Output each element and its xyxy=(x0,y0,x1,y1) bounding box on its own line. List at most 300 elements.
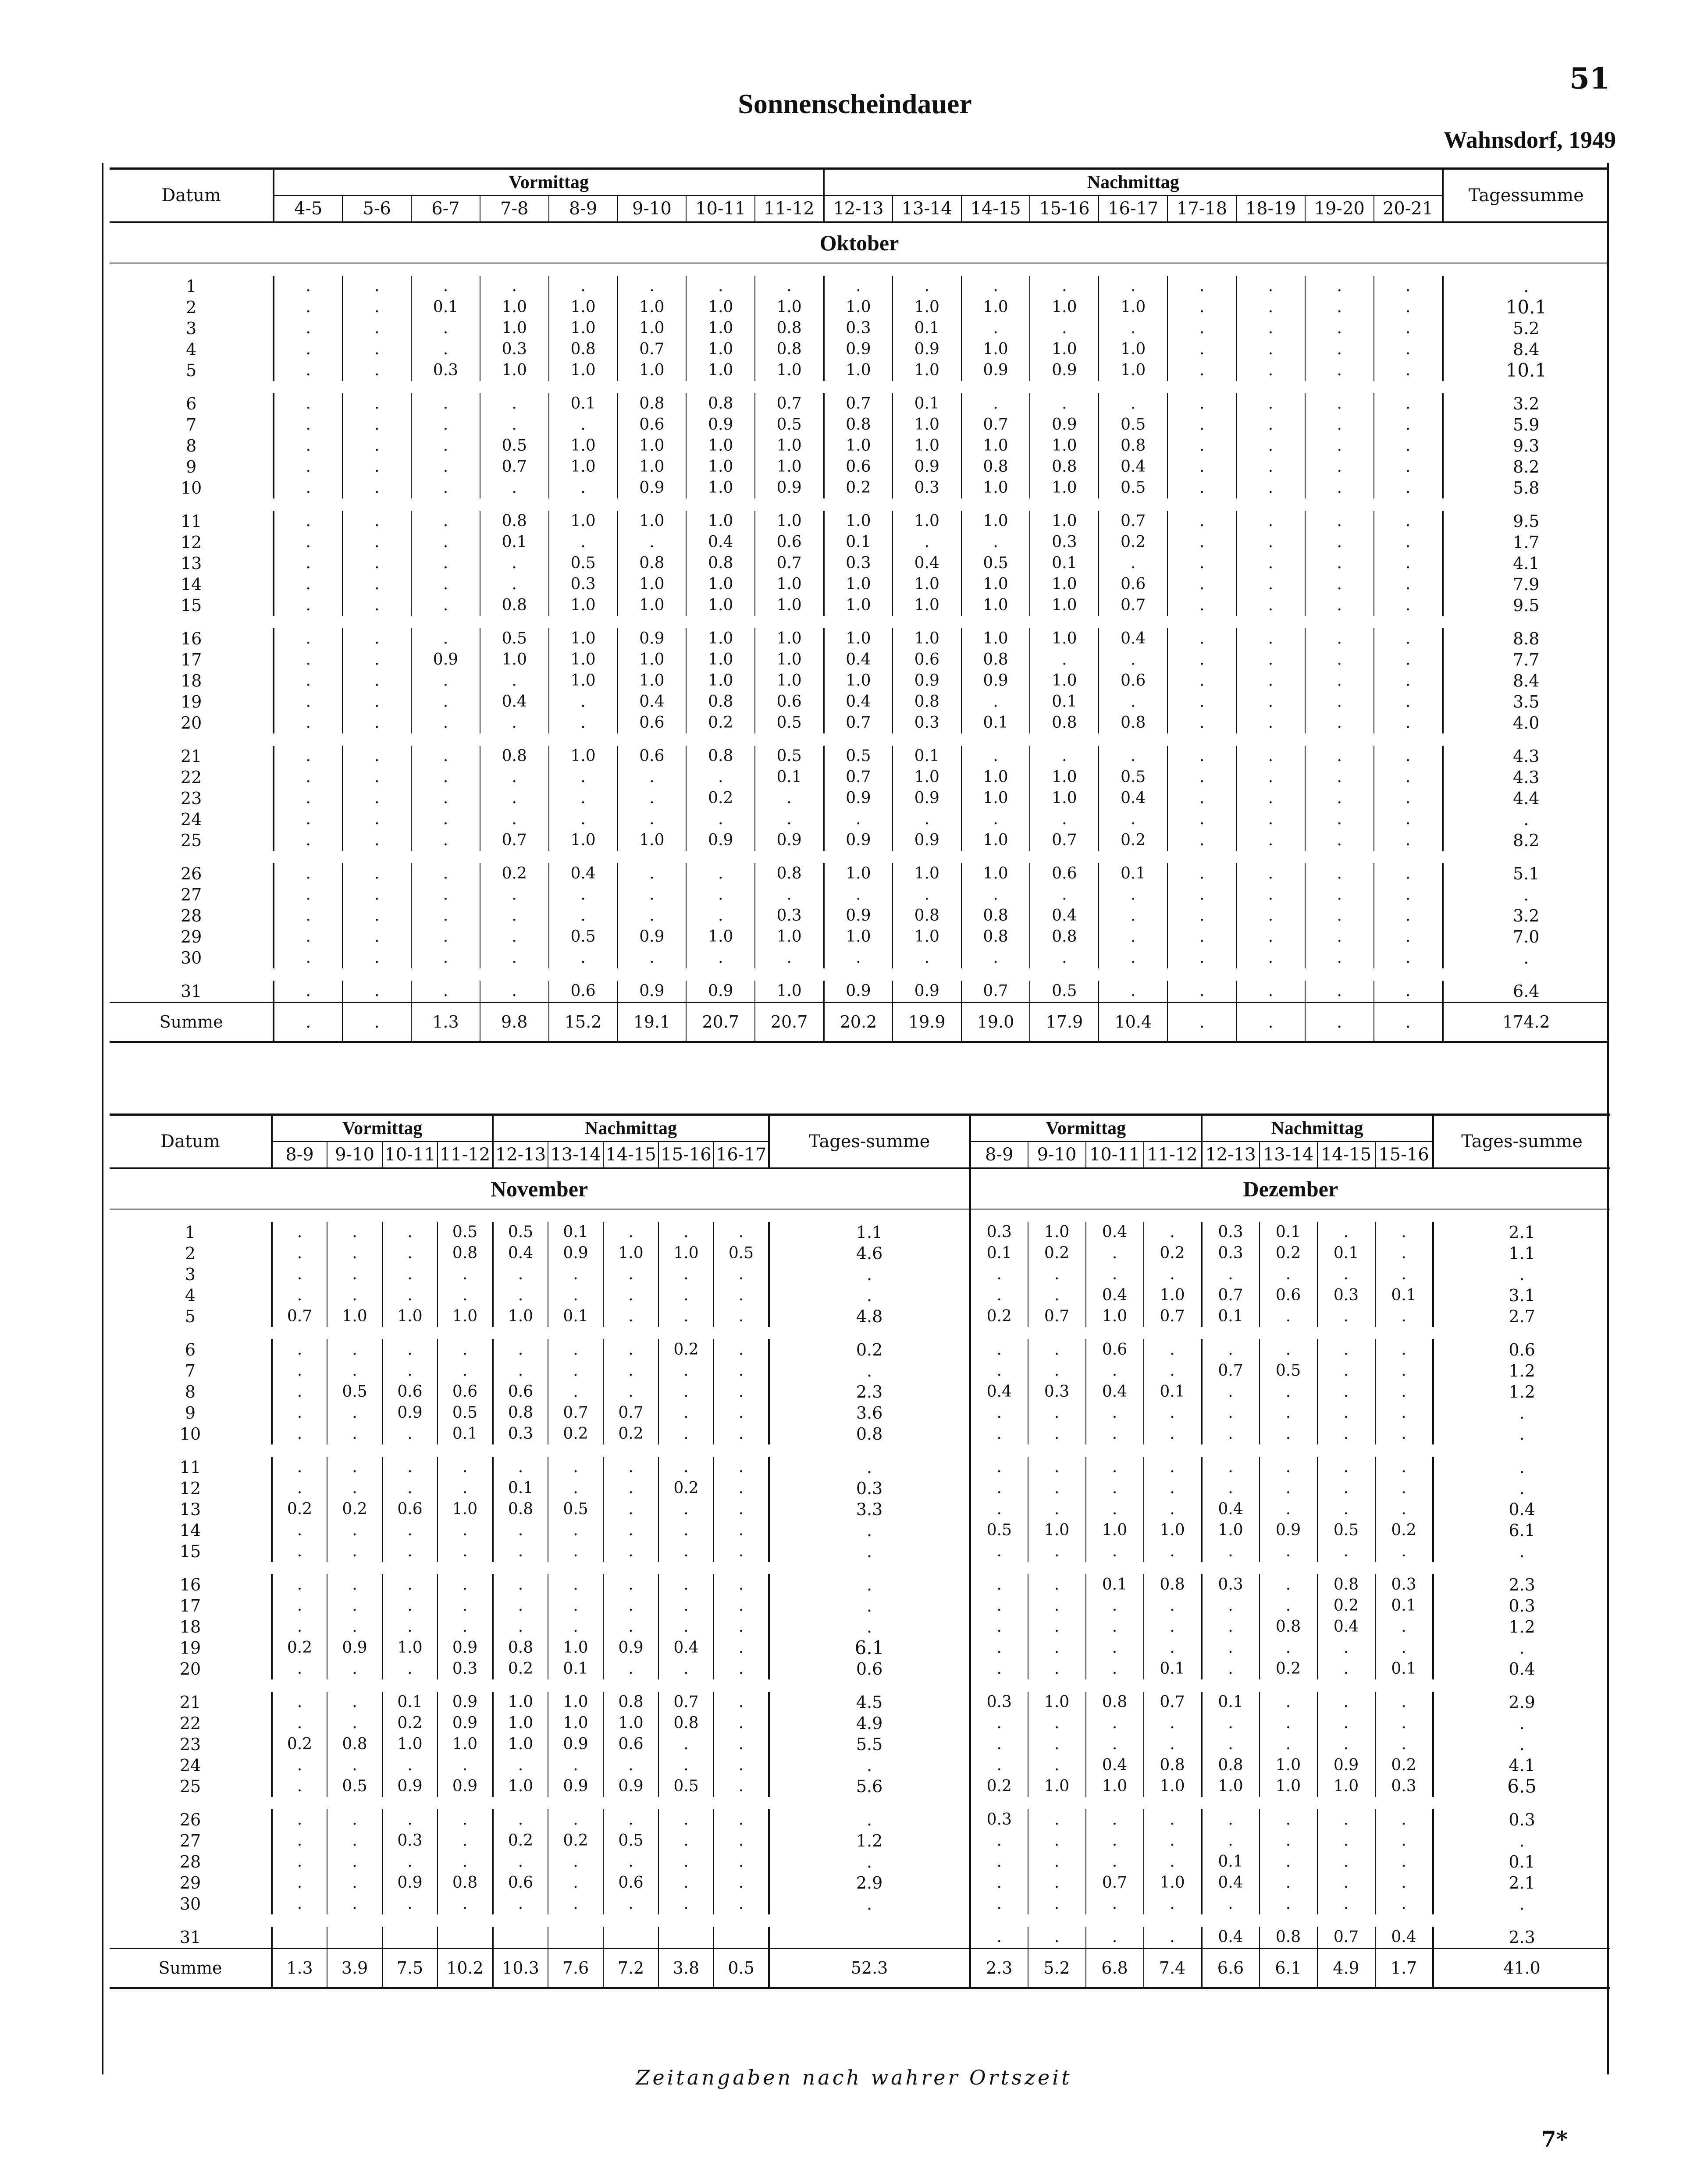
hour-cell: 0.9 xyxy=(686,414,755,435)
hour-cell: . xyxy=(1375,1893,1433,1914)
table-row xyxy=(110,863,1609,884)
hour-cell: . xyxy=(1167,360,1236,381)
month-row xyxy=(110,1168,969,1209)
spacer-cell xyxy=(438,1327,493,1339)
hour-cell: . xyxy=(1167,393,1236,414)
tagessumme-cell: 1.1 xyxy=(1433,1243,1610,1264)
spacer-cell xyxy=(438,1797,493,1809)
tagessumme-cell: 9.3 xyxy=(1443,435,1609,456)
hour-cell: . xyxy=(342,809,411,830)
group-spacer xyxy=(110,1797,969,1809)
hour-cell: . xyxy=(1374,595,1443,616)
tagessumme-cell xyxy=(769,1927,969,1949)
hour-cell: . xyxy=(1030,746,1099,767)
hour-cell: . xyxy=(603,1658,658,1679)
spacer-cell xyxy=(1086,1327,1144,1339)
hour-cell: . xyxy=(1317,1457,1375,1478)
hour-cell: 0.6 xyxy=(438,1381,493,1402)
hour-cell: . xyxy=(1167,456,1236,477)
hour-cell: . xyxy=(1236,691,1305,712)
hour-cell: 1.0 xyxy=(686,360,755,381)
hour-cell: . xyxy=(1260,1692,1317,1713)
hour-cell: 0.5 xyxy=(549,926,618,947)
hour-cell: . xyxy=(549,276,618,297)
hour-cell: . xyxy=(1030,276,1099,297)
hour-cell: . xyxy=(1086,1637,1144,1658)
summe-label: Summe xyxy=(110,1949,272,1988)
hour-cell: 1.0 xyxy=(893,767,961,788)
spacer-cell xyxy=(382,1797,438,1809)
spacer-cell xyxy=(618,616,687,628)
hour-cell: . xyxy=(1317,1381,1375,1402)
hour-cell: . xyxy=(382,1478,438,1499)
hour-cell: . xyxy=(603,1616,658,1637)
hour-cell: 1.0 xyxy=(1144,1520,1202,1541)
hour-cell: 0.8 xyxy=(1260,1927,1317,1949)
hour-cell: . xyxy=(342,414,411,435)
hour-cell: . xyxy=(1317,1423,1375,1444)
hour-cell: . xyxy=(274,360,342,381)
spacer-cell xyxy=(1030,381,1099,393)
hour-cell: . xyxy=(618,884,687,905)
hour-cell: . xyxy=(1260,1830,1317,1851)
table-row xyxy=(110,1692,969,1713)
hour-cell: . xyxy=(1260,1264,1317,1285)
hour-cell: . xyxy=(548,1457,603,1478)
hour-cell: . xyxy=(1317,1360,1375,1381)
spacer-cell xyxy=(1099,968,1167,981)
summe-cell: 20.7 xyxy=(686,1003,755,1042)
datum-cell: 9 xyxy=(186,457,197,477)
signature-mark: 7* xyxy=(1541,2126,1568,2152)
hour-cell: . xyxy=(603,1499,658,1520)
spacer-cell xyxy=(603,1209,658,1222)
hour-cell: . xyxy=(342,595,411,616)
tagessumme-cell: 1.7 xyxy=(1443,532,1609,553)
hour-cell: 0.9 xyxy=(382,1402,438,1423)
spacer-cell xyxy=(1305,381,1374,393)
hour-cell: . xyxy=(549,905,618,926)
hour-cell: 0.1 xyxy=(411,297,480,318)
hour-cell: 1.0 xyxy=(893,574,961,595)
tagessumme-cell: 10.1 xyxy=(1443,297,1609,318)
tagessumme-cell: 1.2 xyxy=(1433,1616,1610,1637)
hour-cell: . xyxy=(1317,1692,1375,1713)
hour-cell: . xyxy=(1260,1339,1317,1360)
hour-cell: . xyxy=(411,788,480,809)
tagessumme-cell: 0.6 xyxy=(1433,1339,1610,1360)
spacer-cell xyxy=(438,1679,493,1692)
hour-cell: . xyxy=(1099,393,1167,414)
hour-cell: . xyxy=(1167,532,1236,553)
spacer-cell xyxy=(961,968,1030,981)
hour-cell: 0.7 xyxy=(824,393,893,414)
hour-cell: . xyxy=(342,339,411,360)
hour-cell: 0.8 xyxy=(493,1499,548,1520)
hour-cell: . xyxy=(342,649,411,670)
table-row xyxy=(110,1851,969,1872)
hour-cell: 0.5 xyxy=(755,712,824,733)
month-label: Oktober xyxy=(110,222,1609,263)
hour-cell: . xyxy=(1028,1339,1086,1360)
spacer-cell xyxy=(1305,263,1374,276)
hour-cell: . xyxy=(714,1658,769,1679)
hour-cell: 0.9 xyxy=(438,1692,493,1713)
hour-cell: . xyxy=(1030,809,1099,830)
hour-cell: . xyxy=(1167,649,1236,670)
spacer-cell xyxy=(1374,616,1443,628)
hour-cell: . xyxy=(658,1541,714,1562)
footnote: Zeitangaben nach wahrer Ortszeit xyxy=(636,2066,1072,2089)
table-row xyxy=(110,1423,969,1444)
tagessumme-cell: 8.4 xyxy=(1443,670,1609,691)
hour-cell: . xyxy=(1317,1851,1375,1872)
hour-cell: . xyxy=(382,1595,438,1616)
table-row xyxy=(110,1339,969,1360)
table-row xyxy=(970,1927,1610,1949)
spacer-cell xyxy=(769,1209,969,1222)
hour-cell: . xyxy=(961,947,1030,968)
spacer-cell xyxy=(1167,968,1236,981)
table-row xyxy=(110,691,1609,712)
hour-cell: 0.1 xyxy=(493,1478,548,1499)
hour-cell: . xyxy=(1374,456,1443,477)
hour-cell: . xyxy=(603,1595,658,1616)
spacer-cell xyxy=(342,381,411,393)
hour-header: 15-16 xyxy=(658,1142,714,1168)
hour-cell: . xyxy=(480,809,549,830)
hour-cell: 0.2 xyxy=(272,1499,327,1520)
tagessumme-cell: . xyxy=(769,1616,969,1637)
tagessumme-cell: 5.8 xyxy=(1443,477,1609,498)
hour-cell: . xyxy=(1317,1541,1375,1562)
hour-cell: . xyxy=(996,1618,1002,1636)
hour-cell: . xyxy=(342,435,411,456)
datum-cell: 5 xyxy=(185,1307,196,1326)
hour-cell: . xyxy=(1167,511,1236,532)
hour-cell: . xyxy=(1260,1478,1317,1499)
datum-cell: 11 xyxy=(181,512,202,531)
hour-cell: . xyxy=(327,1541,382,1562)
hour-cell: . xyxy=(1305,628,1374,649)
hour-cell: . xyxy=(1167,574,1236,595)
hour-cell: 1.0 xyxy=(1030,574,1099,595)
spacer-cell xyxy=(274,968,342,981)
hour-cell: . xyxy=(1099,981,1167,1003)
hour-cell: . xyxy=(1086,1541,1144,1562)
hour-cell: . xyxy=(1260,1306,1317,1327)
hour-cell: . xyxy=(548,1285,603,1306)
datum-cell: 25 xyxy=(179,1777,201,1796)
hour-cell: . xyxy=(1144,1851,1202,1872)
hour-header: 15-16 xyxy=(1375,1142,1433,1168)
table-row xyxy=(110,511,1609,532)
spacer-cell xyxy=(493,1444,548,1457)
datum-cell: 9 xyxy=(185,1403,196,1423)
spacer-cell xyxy=(382,1562,438,1574)
datum-cell: 24 xyxy=(179,1756,201,1775)
spacer-cell xyxy=(1099,733,1167,746)
hour-cell: 0.2 xyxy=(1375,1755,1433,1776)
datum-cell: 23 xyxy=(179,1735,201,1754)
summe-cell: . xyxy=(1374,1003,1443,1042)
hour-cell: . xyxy=(714,1222,769,1243)
datum-cell: 30 xyxy=(181,948,202,968)
hour-cell: 0.5 xyxy=(755,414,824,435)
tagessumme-cell: 5.9 xyxy=(1443,414,1609,435)
hour-cell: . xyxy=(1167,318,1236,339)
hour-cell: . xyxy=(411,414,480,435)
hour-cell: 1.0 xyxy=(382,1637,438,1658)
hour-cell: . xyxy=(1317,1893,1375,1914)
datum-cell: 21 xyxy=(179,1693,201,1712)
spacer-cell xyxy=(1202,1562,1260,1574)
spacer-cell xyxy=(755,263,824,276)
group-spacer xyxy=(110,1444,969,1457)
hour-cell: . xyxy=(493,1285,548,1306)
spacer-cell xyxy=(603,1914,658,1927)
hour-cell: . xyxy=(1086,1658,1144,1679)
datum-cell: 14 xyxy=(181,575,202,594)
hour-cell: . xyxy=(1317,1830,1375,1851)
hour-cell: 0.4 xyxy=(893,553,961,574)
spacer-cell xyxy=(327,1209,382,1222)
hour-cell: . xyxy=(1305,670,1374,691)
hour-cell: . xyxy=(274,339,342,360)
hour-cell: 0.6 xyxy=(1099,574,1167,595)
table-row xyxy=(970,1595,1610,1616)
hour-cell: 1.0 xyxy=(1030,477,1099,498)
spacer-cell xyxy=(1167,263,1236,276)
hour-cell: . xyxy=(686,905,755,926)
hour-cell: 0.6 xyxy=(618,746,687,767)
hour-cell: . xyxy=(438,1264,493,1285)
hour-cell: 1.0 xyxy=(961,788,1030,809)
hour-cell: . xyxy=(493,1264,548,1285)
hour-cell: 0.2 xyxy=(1028,1243,1086,1264)
hour-header: 8-9 xyxy=(549,196,618,222)
hour-cell: . xyxy=(1236,339,1305,360)
hour-cell: . xyxy=(1374,318,1443,339)
hour-cell: 0.3 xyxy=(1375,1574,1433,1595)
hour-cell: . xyxy=(1086,1830,1144,1851)
hour-cell: 1.0 xyxy=(961,339,1030,360)
hour-cell: . xyxy=(548,1872,603,1893)
hour-cell: 0.8 xyxy=(549,339,618,360)
hour-cell: . xyxy=(1375,1637,1433,1658)
hour-cell: . xyxy=(1260,1402,1317,1423)
spacer-cell xyxy=(1030,851,1099,863)
datum-cell: 16 xyxy=(181,629,202,648)
hour-cell: . xyxy=(1317,1713,1375,1734)
spacer-cell xyxy=(893,733,961,746)
hour-cell: 0.1 xyxy=(824,532,893,553)
hour-cell: 0.1 xyxy=(1202,1692,1260,1713)
hour-cell: . xyxy=(1317,1499,1375,1520)
hour-cell: . xyxy=(714,1381,769,1402)
november-table xyxy=(110,1114,969,1989)
hour-cell: . xyxy=(1167,297,1236,318)
table-row xyxy=(110,553,1609,574)
spacer-cell xyxy=(382,1679,438,1692)
tagessumme-cell: 9.5 xyxy=(1443,595,1609,616)
spacer-cell xyxy=(970,1327,1028,1339)
hour-cell: . xyxy=(1144,1264,1202,1285)
table-row xyxy=(970,1360,1610,1381)
hour-cell: . xyxy=(603,1360,658,1381)
tagessumme-cell: . xyxy=(769,1264,969,1285)
hour-cell: . xyxy=(714,1851,769,1872)
hour-cell: 1.0 xyxy=(755,649,824,670)
datum-cell: 15 xyxy=(181,596,202,615)
hour-header: 5-6 xyxy=(342,196,411,222)
spacer-cell xyxy=(1375,1327,1433,1339)
hour-cell: 0.4 xyxy=(824,649,893,670)
hour-cell: . xyxy=(714,1520,769,1541)
hour-cell: . xyxy=(327,1478,382,1499)
hour-cell: . xyxy=(714,1734,769,1755)
spacer-cell xyxy=(1236,851,1305,863)
hour-cell: . xyxy=(1028,1893,1086,1914)
hour-cell: 0.6 xyxy=(603,1872,658,1893)
hour-cell: 0.9 xyxy=(618,981,687,1003)
spacer-cell xyxy=(755,851,824,863)
hour-cell: 0.7 xyxy=(961,414,1030,435)
hour-cell: 0.3 xyxy=(1028,1381,1086,1402)
hour-cell: 0.2 xyxy=(1260,1658,1317,1679)
hour-cell: . xyxy=(342,947,411,968)
tagessumme-cell: 4.4 xyxy=(1443,788,1609,809)
table-row xyxy=(110,1499,969,1520)
hour-cell: 0.8 xyxy=(618,393,687,414)
hour-cell: . xyxy=(411,712,480,733)
spacer-cell xyxy=(382,1914,438,1927)
hour-header: 10-11 xyxy=(382,1142,438,1168)
hour-cell: . xyxy=(1236,981,1305,1003)
hour-cell: . xyxy=(1375,1339,1433,1360)
hour-cell: . xyxy=(342,691,411,712)
hour-cell: 0.6 xyxy=(1030,863,1099,884)
hour-cell: . xyxy=(1099,905,1167,926)
tagessumme-cell: 1.2 xyxy=(1433,1381,1610,1402)
hour-cell: . xyxy=(493,1339,548,1360)
hour-cell: . xyxy=(1144,1423,1202,1444)
spacer-cell xyxy=(1317,1327,1375,1339)
hour-cell: 1.0 xyxy=(438,1734,493,1755)
hour-cell: . xyxy=(1167,809,1236,830)
spacer-cell xyxy=(970,1679,1028,1692)
hour-cell: 0.9 xyxy=(893,456,961,477)
hour-cell: . xyxy=(1374,884,1443,905)
table-row xyxy=(110,670,1609,691)
hour-cell: . xyxy=(658,1360,714,1381)
hour-cell: . xyxy=(1305,532,1374,553)
hour-cell: 0.1 xyxy=(893,393,961,414)
hour-cell: 1.0 xyxy=(549,318,618,339)
hour-cell: . xyxy=(1305,456,1374,477)
summe-label: Summe xyxy=(110,1003,274,1042)
spacer-cell xyxy=(1030,733,1099,746)
hour-cell: . xyxy=(1202,1339,1260,1360)
hour-cell: . xyxy=(603,1457,658,1478)
hour-cell: 1.0 xyxy=(1030,670,1099,691)
hour-cell: . xyxy=(327,1339,382,1360)
hour-cell: . xyxy=(996,1874,1002,1892)
hour-cell: . xyxy=(714,1423,769,1444)
hour-cell: . xyxy=(274,276,342,297)
spacer-cell xyxy=(549,381,618,393)
hour-cell: 0.1 xyxy=(1375,1658,1433,1679)
hour-cell: 1.0 xyxy=(327,1306,382,1327)
hour-cell: . xyxy=(658,1755,714,1776)
hour-cell: 0.5 xyxy=(658,1776,714,1797)
table-row xyxy=(110,1809,969,1830)
hour-cell: . xyxy=(438,1520,493,1541)
tagessumme-cell: . xyxy=(1433,1713,1610,1734)
hour-cell: . xyxy=(1167,981,1236,1003)
hour-cell: 1.0 xyxy=(493,1776,548,1797)
hour-cell: 0.5 xyxy=(1260,1360,1317,1381)
table-row xyxy=(110,905,1609,926)
hour-cell: . xyxy=(1202,1478,1260,1499)
hour-cell: 0.8 xyxy=(1317,1574,1375,1595)
datum-cell: 27 xyxy=(181,885,202,904)
spacer-cell xyxy=(714,1444,769,1457)
table-row xyxy=(110,1830,969,1851)
hour-cell: 1.0 xyxy=(824,574,893,595)
hour-cell: . xyxy=(274,884,342,905)
table-row xyxy=(110,947,1609,968)
hour-cell xyxy=(658,1927,714,1949)
spacer-cell xyxy=(686,733,755,746)
hour-cell: . xyxy=(327,1595,382,1616)
hour-cell: . xyxy=(274,553,342,574)
spacer-cell xyxy=(1086,1679,1144,1692)
hour-cell: . xyxy=(996,1425,1002,1443)
spacer-cell xyxy=(548,1327,603,1339)
hour-cell: 1.0 xyxy=(686,670,755,691)
hour-cell: . xyxy=(411,553,480,574)
spacer-cell xyxy=(411,616,480,628)
spacer-cell xyxy=(1236,616,1305,628)
hour-cell: . xyxy=(274,830,342,851)
hour-cell: . xyxy=(549,884,618,905)
tagessumme-cell: 2.3 xyxy=(1433,1927,1610,1949)
hour-cell: 0.3 xyxy=(1202,1574,1260,1595)
hour-cell: . xyxy=(1375,1264,1433,1285)
hour-cell: 0.4 xyxy=(1202,1927,1260,1949)
tagessumme-cell: . xyxy=(1433,1734,1610,1755)
spacer-cell xyxy=(658,1562,714,1574)
hour-cell: . xyxy=(1167,628,1236,649)
spacer-cell xyxy=(548,1209,603,1222)
hour-cell: 0.2 xyxy=(1317,1595,1375,1616)
hour-cell: . xyxy=(658,1595,714,1616)
tagessumme-cell: 7.0 xyxy=(1443,926,1609,947)
spacer-cell xyxy=(342,851,411,863)
spacer-cell xyxy=(411,263,480,276)
hour-cell: . xyxy=(714,1264,769,1285)
hour-cell: 0.1 xyxy=(1030,553,1099,574)
hour-cell: 1.0 xyxy=(755,628,824,649)
hour-cell: 0.2 xyxy=(686,788,755,809)
hour-cell: 1.0 xyxy=(893,297,961,318)
spacer-cell xyxy=(110,968,274,981)
hour-cell: 0.3 xyxy=(824,553,893,574)
hour-cell: 1.0 xyxy=(1202,1776,1260,1797)
hour-cell: 1.0 xyxy=(1144,1776,1202,1797)
hour-cell: . xyxy=(618,905,687,926)
